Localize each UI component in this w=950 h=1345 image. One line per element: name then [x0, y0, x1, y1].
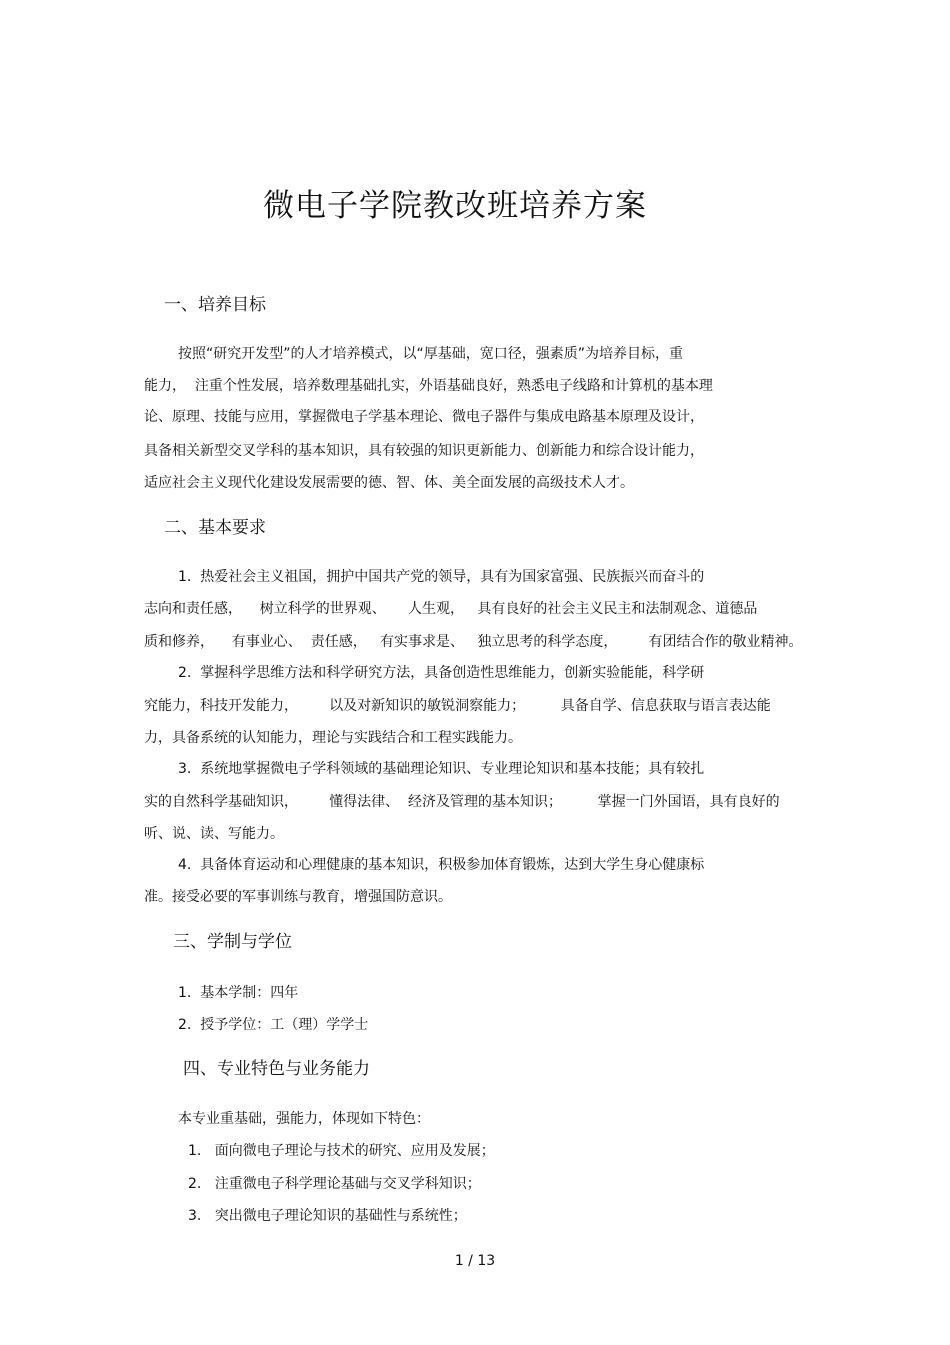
- section-heading-basic-requirements: 二、基本要求: [164, 518, 266, 538]
- section-heading-features-abilities: 四、专业特色与业务能力: [183, 1059, 370, 1079]
- paragraph-line: 质和修养， 有事业心、 责任感， 有实事求是、 独立思考的科学态度， 有团结合作的敬业精神。: [144, 634, 803, 650]
- paragraph-line: 听、说、读、写能力。: [144, 826, 284, 842]
- list-item: 1. 基本学制：四年: [178, 985, 299, 1001]
- paragraph-line: 准。接受必要的军事训练与教育，增强国防意识。: [144, 889, 452, 905]
- paragraph-line: 志向和责任感， 树立科学的世界观、 人生观， 具有良好的社会主义民主和法制观念、道德品: [144, 601, 758, 617]
- paragraph-line: 力，具备系统的认知能力，理论与实践结合和工程实践能力。: [144, 730, 522, 746]
- list-item: 2. 注重微电子科学理论基础与交叉学科知识；: [188, 1176, 481, 1192]
- list-item: 2. 授予学位：工（理）学学士: [178, 1017, 369, 1033]
- list-item: 3. 突出微电子理论知识的基础性与系统性；: [188, 1208, 467, 1224]
- paragraph-line: 4. 具备体育运动和心理健康的基本知识，积极参加体育锻炼，达到大学生身心健康标: [178, 857, 705, 873]
- paragraph-line: 本专业重基础，强能力，体现如下特色：: [178, 1111, 430, 1127]
- document-title: 微电子学院教改班培养方案: [263, 188, 647, 224]
- paragraph-line: 适应社会主义现代化建设发展需要的德、智、体、美全面发展的高级技术人才。: [144, 475, 634, 491]
- section-heading-duration-degree: 三、学制与学位: [173, 932, 292, 952]
- paragraph-line: 具备相关新型交叉学科的基本知识，具有较强的知识更新能力、创新能力和综合设计能力，: [144, 443, 704, 459]
- page-number: 1 / 13: [454, 1253, 496, 1269]
- paragraph-line: 究能力，科技开发能力， 以及对新知识的敏锐洞察能力； 具备自学、信息获取与语言表达能: [144, 698, 771, 714]
- paragraph-line: 1. 热爱社会主义祖国，拥护中国共产党的领导，具有为国家富强、民族振兴而奋斗的: [178, 569, 705, 585]
- paragraph-line: 论、原理、技能与应用，掌握微电子学基本理论、微电子器件与集成电路基本原理及设计，: [144, 409, 704, 425]
- paragraph-line: 2. 掌握科学思维方法和科学研究方法，具备创造性思维能力，创新实验能能，科学研: [178, 665, 705, 681]
- paragraph-line: 3. 系统地掌握微电子学科领域的基础理论知识、专业理论知识和基本技能；具有较扎: [178, 761, 705, 777]
- paragraph-line: 实的自然科学基础知识， 懂得法律、 经济及管理的基本知识； 掌握一门外国语，具有良好的: [144, 794, 780, 810]
- section-heading-training-goals: 一、培养目标: [164, 295, 266, 315]
- paragraph-line: 能力， 注重个性发展，培养数理基础扎实，外语基础良好，熟悉电子线路和计算机的基本理: [144, 378, 713, 394]
- list-item: 1. 面向微电子理论与技术的研究、应用及发展；: [188, 1143, 495, 1159]
- paragraph-line: 按照“研究开发型”的人才培养模式，以“厚基础，宽口径，强素质”为培养目标，重: [178, 346, 684, 362]
